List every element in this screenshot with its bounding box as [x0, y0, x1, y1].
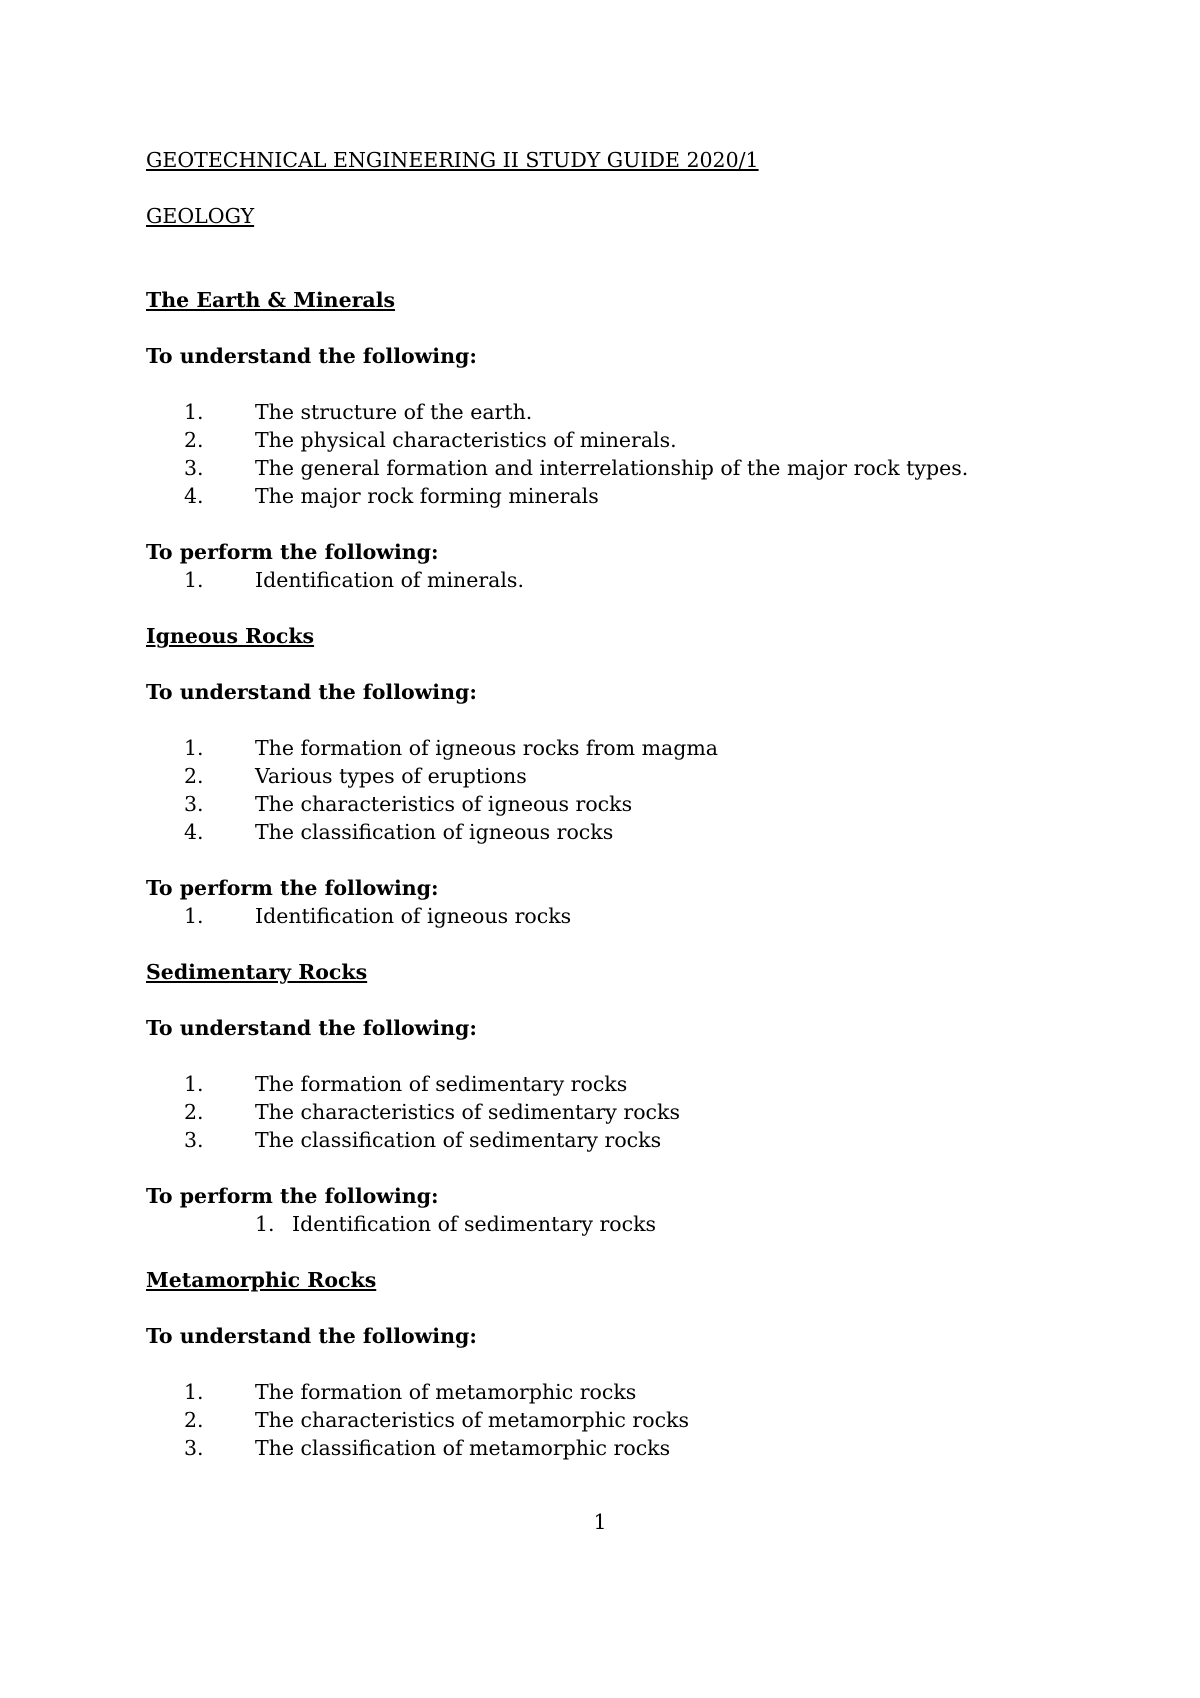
understand-label: To understand the following:: [146, 680, 477, 704]
list-item-number: 2.: [184, 1100, 204, 1124]
section-heading-sedimentary-rocks: Sedimentary Rocks: [146, 960, 368, 984]
list-item-number: 3.: [184, 1128, 204, 1152]
list-item-text: The physical characteristics of minerals.: [255, 428, 677, 452]
perform-label: To perform the following:: [146, 876, 439, 900]
list-item-number: 1.: [184, 904, 204, 928]
list-item-text: The characteristics of sedimentary rocks: [255, 1100, 680, 1124]
list-item-number: 2.: [184, 1408, 204, 1432]
list-item: [146, 1126, 1106, 1154]
section-heading-metamorphic-rocks: Metamorphic Rocks: [146, 1268, 377, 1292]
list-item-number: 1.: [184, 568, 204, 592]
list-item-text: The major rock forming minerals: [255, 484, 599, 508]
list-item-text: Identification of minerals.: [255, 568, 524, 592]
list-item: [146, 566, 1106, 594]
subject-heading: GEOLOGY: [146, 204, 255, 228]
list-item: [146, 426, 1106, 454]
list-item-number: 3.: [184, 792, 204, 816]
list-item-number: 2.: [184, 428, 204, 452]
list-item: [146, 1406, 1106, 1434]
list-item-number: 2.: [184, 764, 204, 788]
list-item: [146, 1098, 1106, 1126]
perform-label: To perform the following:: [146, 1184, 439, 1208]
list-item: [146, 398, 1106, 426]
list-item-text: The characteristics of igneous rocks: [255, 792, 633, 816]
list-item: [146, 734, 1106, 762]
list-item: [146, 902, 1106, 930]
list-item-text: The characteristics of metamorphic rocks: [255, 1408, 689, 1432]
section-heading-igneous-rocks: Igneous Rocks: [146, 624, 315, 648]
list-item-number: 1.: [184, 1380, 204, 1404]
list-item: [146, 1070, 1106, 1098]
list-item-number: 4.: [184, 484, 204, 508]
list-item: [146, 762, 1106, 790]
list-item: [146, 1434, 1106, 1462]
section-heading-earth-minerals: The Earth & Minerals: [146, 288, 396, 312]
list-item: [146, 1210, 1106, 1238]
perform-label: To perform the following:: [146, 540, 439, 564]
document-body: [146, 146, 1106, 1462]
list-item: [146, 818, 1106, 846]
list-item-text: The classification of sedimentary rocks: [255, 1128, 662, 1152]
list-item-text: Identification of igneous rocks: [255, 904, 572, 928]
understand-label: To understand the following:: [146, 1324, 477, 1348]
list-item-number: 3.: [184, 1436, 204, 1460]
list-item: [146, 790, 1106, 818]
list-item-text: The general formation and interrelationship of the major rock types.: [255, 456, 969, 480]
list-item-text: The classification of metamorphic rocks: [255, 1436, 671, 1460]
list-item-text: The structure of the earth.: [255, 400, 533, 424]
list-item-number: 1.: [184, 736, 204, 760]
list-item: [146, 482, 1106, 510]
list-item-text: The classification of igneous rocks: [255, 820, 614, 844]
list-item-number: 1.: [255, 1212, 275, 1236]
document-title: GEOTECHNICAL ENGINEERING II STUDY GUIDE 2020/1: [146, 148, 759, 172]
understand-label: To understand the following:: [146, 344, 477, 368]
list-item-number: 3.: [184, 456, 204, 480]
list-item: [146, 1378, 1106, 1406]
list-item-number: 4.: [184, 820, 204, 844]
list-item-text: Identification of sedimentary rocks: [292, 1212, 657, 1236]
list-item-text: The formation of igneous rocks from magma: [255, 736, 719, 760]
list-item: [146, 454, 1106, 482]
list-item-number: 1.: [184, 400, 204, 424]
list-item-number: 1.: [184, 1072, 204, 1096]
list-item-text: Various types of eruptions: [255, 764, 527, 788]
page-number: 1: [593, 1510, 607, 1534]
understand-label: To understand the following:: [146, 1016, 477, 1040]
list-item-text: The formation of metamorphic rocks: [255, 1380, 637, 1404]
list-item-text: The formation of sedimentary rocks: [255, 1072, 628, 1096]
